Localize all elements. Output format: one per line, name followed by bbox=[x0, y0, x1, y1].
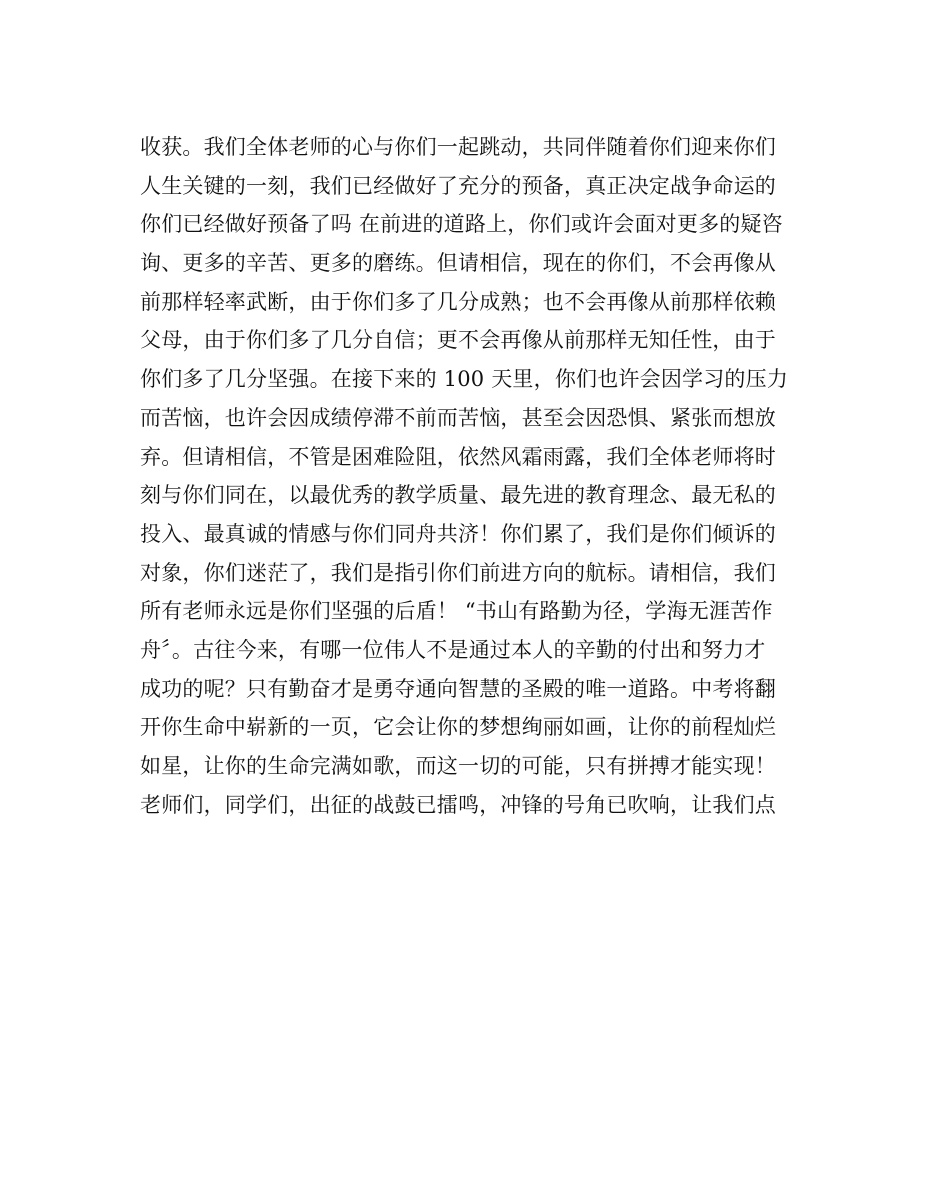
text-line: 所有老师永远是你们坚强的后盾！ “书山有路勤为径，学海无涯苦作 bbox=[140, 599, 773, 624]
text-line: 而苦恼，也许会因成绩停滞不前而苦恼，甚至会因恐惧、紧张而想放 bbox=[140, 405, 776, 430]
text-line: 你们已经做好预备了吗 在前进的道路上，你们或许会面对更多的疑咨 bbox=[140, 212, 783, 237]
text-line: 人生关键的一刻，我们已经做好了充分的预备，真正决定战争命运的 bbox=[140, 173, 776, 198]
text-line: 你们多了几分坚强。在接下来的 100 天里，你们也许会因学习的压力 bbox=[140, 367, 789, 392]
text-line: 收获。我们全体老师的心与你们一起跳动，共同伴随着你们迎来你们 bbox=[140, 135, 776, 159]
text-line: 舟〞。古往今来，有哪一位伟人不是通过本人的辛勤的付出和努力才 bbox=[140, 637, 766, 662]
text-line: 刻与你们同在，以最优秀的教学质量、最先进的教育理念、最无私的 bbox=[140, 483, 776, 508]
text-line: 开你生命中崭新的一页，它会让你的梦想绚丽如画，让你的前程灿烂 bbox=[140, 715, 776, 740]
text-line: 父母，由于你们多了几分自信；更不会再像从前那样无知任性，由于 bbox=[140, 328, 776, 353]
text-line: 投入、最真诚的情感与你们同舟共济！你们累了，我们是你们倾诉的 bbox=[140, 521, 776, 546]
text-line: 询、更多的辛苦、更多的磨练。但请相信，现在的你们，不会再像从 bbox=[140, 251, 776, 276]
body-text bbox=[140, 128, 820, 824]
text-line: 如星，让你的生命完满如歌，而这一切的可能，只有拼搏才能实现！ bbox=[140, 754, 776, 778]
text-line: 前那样轻率武断，由于你们多了几分成熟；也不会再像从前那样依赖 bbox=[140, 289, 776, 314]
text-line: 成功的呢？只有勤奋才是勇夺通向智慧的圣殿的唯一道路。中考将翻 bbox=[140, 676, 776, 701]
text-line: 老师们，同学们，出征的战鼓已擂鸣，冲锋的号角已吹响，让我们点 bbox=[140, 792, 776, 817]
text-line: 对象，你们迷茫了，我们是指引你们前进方向的航标。请相信，我们 bbox=[140, 560, 776, 585]
text-line: 弃。但请相信，不管是困难险阻，依然风霜雨露，我们全体老师将时 bbox=[140, 444, 776, 469]
